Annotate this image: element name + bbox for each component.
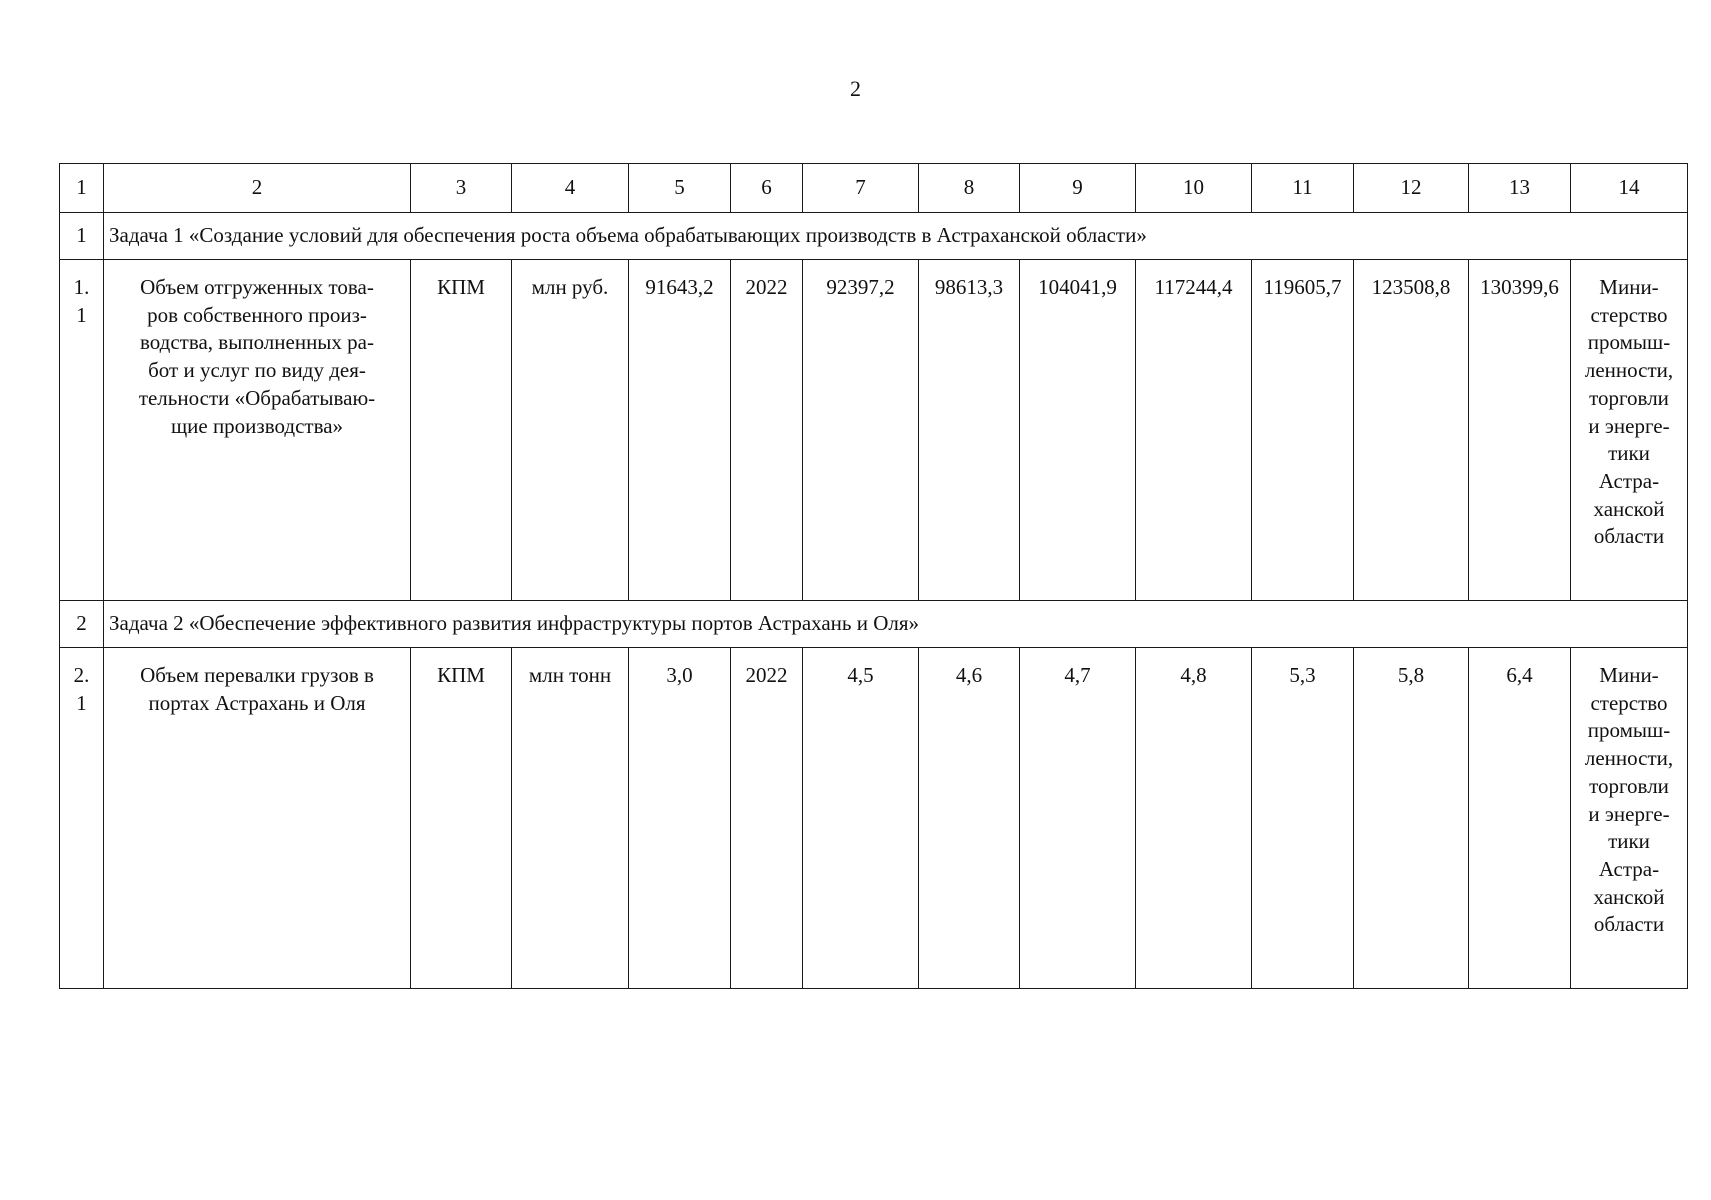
value-cell: 4,6	[919, 648, 1020, 989]
column-header: 2	[104, 164, 411, 213]
column-header: 13	[1469, 164, 1571, 213]
base-value: 3,0	[629, 648, 731, 989]
task-number: 1	[60, 213, 104, 260]
column-header: 4	[512, 164, 629, 213]
column-header: 1	[60, 164, 104, 213]
column-header: 11	[1252, 164, 1354, 213]
value-cell: 4,7	[1020, 648, 1136, 989]
indicators-table	[59, 163, 1688, 989]
column-header: 5	[629, 164, 731, 213]
value-cell: 5,8	[1354, 648, 1469, 989]
indicator-unit: млн руб.	[512, 260, 629, 601]
base-value: 91643,2	[629, 260, 731, 601]
responsible-body: Мини- стерство промыш- ленности, торговли и энерге- тики Астра- ханской области	[1571, 260, 1688, 601]
value-cell: 98613,3	[919, 260, 1020, 601]
indicator-name: Объем отгруженных това- ров собственного произ- водства, выполненных ра- бот и услуг по виду дея- тельности «Обрабатываю- щие производства»	[104, 260, 411, 601]
value-cell: 6,4	[1469, 648, 1571, 989]
value-cell: 117244,4	[1136, 260, 1252, 601]
column-header: 14	[1571, 164, 1688, 213]
column-number-row	[60, 164, 1688, 213]
base-year: 2022	[731, 260, 803, 601]
indicator-source: КПМ	[411, 260, 512, 601]
column-header: 6	[731, 164, 803, 213]
column-header: 3	[411, 164, 512, 213]
value-cell: 5,3	[1252, 648, 1354, 989]
value-cell: 123508,8	[1354, 260, 1469, 601]
task-title: Задача 2 «Обеспечение эффективного развития инфраструктуры портов Астрахань и Оля»	[104, 601, 1688, 648]
indicator-row	[60, 648, 1688, 989]
task-row	[60, 601, 1688, 648]
task-row	[60, 213, 1688, 260]
value-cell: 104041,9	[1020, 260, 1136, 601]
responsible-body: Мини- стерство промыш- ленности, торговли и энерге- тики Астра- ханской области	[1571, 648, 1688, 989]
column-header: 7	[803, 164, 919, 213]
base-year: 2022	[731, 648, 803, 989]
task-number: 2	[60, 601, 104, 648]
value-cell: 4,5	[803, 648, 919, 989]
value-cell: 130399,6	[1469, 260, 1571, 601]
indicator-name: Объем перевалки грузов в портах Астрахань и Оля	[104, 648, 411, 989]
indicator-row	[60, 260, 1688, 601]
value-cell: 119605,7	[1252, 260, 1354, 601]
indicator-unit: млн тонн	[512, 648, 629, 989]
column-header: 12	[1354, 164, 1469, 213]
value-cell: 4,8	[1136, 648, 1252, 989]
indicator-source: КПМ	[411, 648, 512, 989]
column-header: 8	[919, 164, 1020, 213]
value-cell: 92397,2	[803, 260, 919, 601]
indicator-index: 2. 1	[60, 648, 104, 989]
page-number: 2	[850, 76, 861, 101]
column-header: 9	[1020, 164, 1136, 213]
task-title: Задача 1 «Создание условий для обеспечения роста объема обрабатывающих производств в Астраханской области»	[104, 213, 1688, 260]
indicator-index: 1. 1	[60, 260, 104, 601]
column-header: 10	[1136, 164, 1252, 213]
